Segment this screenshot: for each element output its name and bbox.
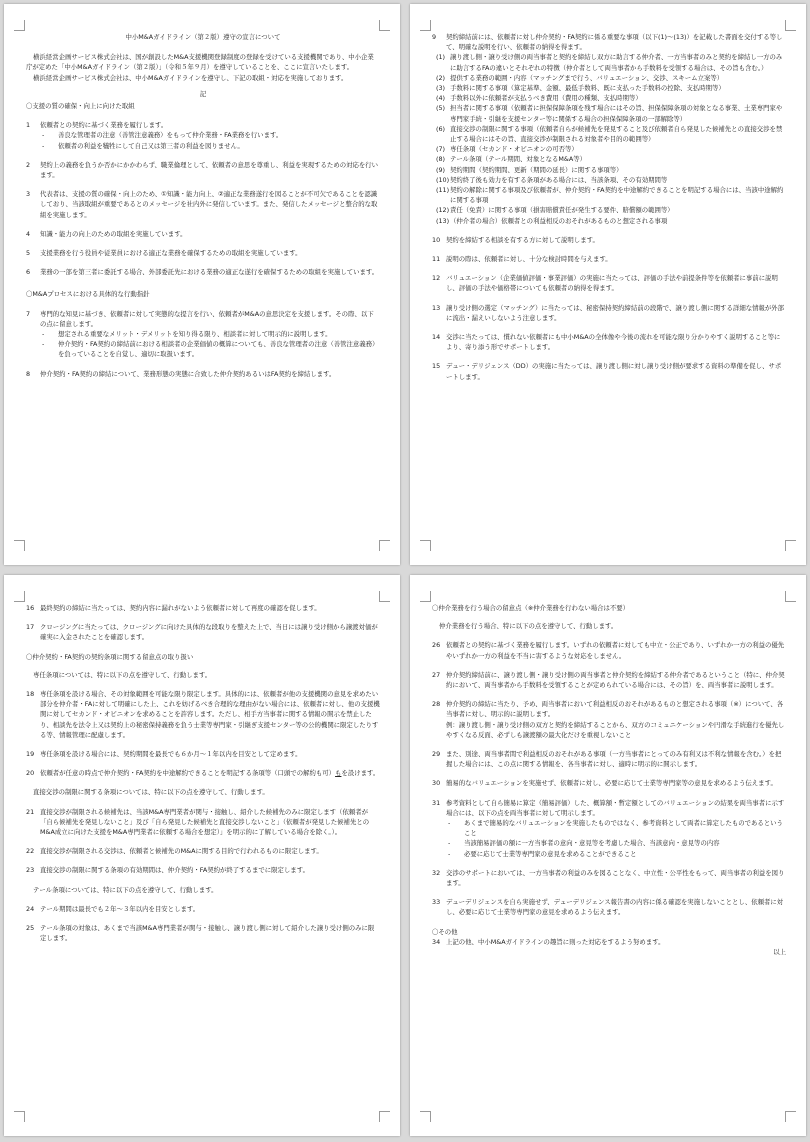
item-number: 27 (432, 670, 441, 679)
item-text: 契約締結前には、依頼者に対し仲介契約・FA契約に係る重要な事項（以下(1)〜(13)）を記載した書面を交付する等して、明確な説明を行い、依頼者の納得を得ます。 (446, 33, 783, 52)
closing-ijou: 以上 (773, 948, 786, 957)
crop-mark (379, 540, 390, 551)
item-text: 業務の一部を第三者に委託する場合、外部委託先における業務の適正な遂行を確保するための取組を実施しています。 (40, 268, 379, 277)
lead-text: 直接交渉の制限に関する条項については、特に以下の点を遵守して、行動します。 (33, 788, 269, 797)
item-text: 仲介契約・FA契約の締結について、業務形態の実態に合致した仲介契約あるいはFA契約を締結します。 (40, 369, 336, 378)
item-text: テール期間は最長でも２年〜３年以内を目安とします。 (40, 904, 200, 913)
item-text: 譲り受け側の選定（マッチング）に当たっては、秘密保持契約締結前の段階で、譲り渡し側に関する詳細な情報が外部に流出・漏えいしないよう注意します。 (446, 303, 785, 322)
item-number: 25 (26, 924, 35, 933)
bullet: - あくまで簡易的なバリュエーションを実施したものではなく、参考資料として両者に算定したものであるということ (448, 819, 783, 838)
item-text: テール条項の対象は、あくまで当該M&A専門業者が関与・接触し、譲り渡し側に対して紹介した譲り受け側のみに限定します。 (40, 924, 375, 943)
list-item (26, 603, 380, 613)
list-item (26, 749, 380, 759)
crop-mark (420, 1111, 431, 1122)
crop-mark (14, 1111, 25, 1122)
crop-mark (785, 1111, 796, 1122)
document-page-1 (4, 4, 400, 565)
page-3-content (26, 603, 380, 1112)
item-number: 8 (26, 369, 31, 378)
item-number: 24 (26, 904, 35, 913)
list-item (26, 689, 380, 740)
item-number: 16 (26, 604, 35, 612)
item-text: 上記の他、中小M&Aガイドラインの趣旨に則った対応をするよう努めます。 (446, 937, 665, 946)
sub-item: (5) 担当者に関する事項（依頼者に担保保障条項を残す場合にはその旨、担保保障条項の対象となる事業、土業専門家や専門家手続・引継を支援センター等に関係する場合の担保保障条項の一部解除等） (436, 104, 783, 123)
item-number: 15 (432, 362, 441, 371)
item-text: 契約を締結する相談を有する方に対して説明します。 (446, 235, 599, 244)
crop-mark (785, 20, 796, 31)
bullet: - 想定される重要なメリット・デメリットを知り得る限り、相談者に対して明示的に説明します。 (42, 330, 332, 339)
section-heading: 〇M&Aプロセスにおける具体的な行動指針 (26, 290, 150, 299)
item-number: 6 (26, 268, 31, 277)
document-page-4 (410, 575, 806, 1136)
item-note: 例：譲り渡し側・譲り受け側の双方と契約を締結することから、双方のコミュニケーションや円滑な手続進行を優先しやすくなる反面、必ずしも譲渡額の最大化だけを重視しないこと (446, 720, 785, 739)
lead-text: テール条項については、特に以下の点を遵守して、行動します。 (33, 885, 218, 894)
crop-mark (14, 591, 25, 602)
bullet: - 善良な管理者の注意（善管注意義務）をもって仲介業務・FA業務を行います。 (42, 131, 283, 140)
list-item (26, 865, 380, 875)
document-page-2 (410, 4, 806, 565)
crop-mark (785, 591, 796, 602)
item-number: 22 (26, 847, 35, 856)
section-heading: 〇仲介契約・FA契約の契約条項に関する留意点の取り扱い (26, 652, 194, 661)
item-number: 31 (432, 798, 441, 807)
crop-mark (14, 540, 25, 551)
sub-item: (13) （仲介者の場合）依頼者との利益相反のおそれがあるものと想定される事項 (436, 216, 668, 225)
item-number: 18 (26, 690, 35, 699)
list-item (432, 778, 786, 788)
list-item (432, 640, 786, 660)
item-text: 交渉に当たっては、慣れない依頼者にも中小M&Aの全体像や今後の流れを可能な限り分かりやすく説明すること等により、寄り添う形でサポートします。 (446, 333, 781, 352)
item-text: 交渉のサポートにおいては、一方当事者の利益のみを図ることなく、中立性・公平性をもって、両当事者の利益を図ります。 (446, 868, 785, 888)
list-item (432, 235, 786, 245)
crop-mark (379, 1111, 390, 1122)
item-number: 7 (26, 309, 31, 318)
list-item (432, 361, 786, 381)
item-text: 専門的な知見に基づき、依頼者に対して実態的な提言を行い、依頼者がM&Aの意思決定を支援します。その際、以下の点に留意します。 (40, 309, 374, 328)
list-item (26, 267, 380, 277)
item-number: 9 (432, 33, 437, 41)
item-text: 依頼者との契約に基づく業務を履行します。いずれの依頼者に対しても中立・公正であり、いずれか一方の利益の優先やいずれか一方の利益を不当に害するような対応をしません。 (446, 641, 785, 660)
list-item (432, 749, 786, 769)
section-heading: 〇支援の質の確保・向上に向けた取組 (26, 102, 135, 111)
list-item (26, 807, 380, 838)
page-4-content (432, 603, 786, 1112)
bullet: - 当該簡易評価の額に一方当事者の意向・意見等を考慮した場合、当該意向・意見等の内容 (448, 839, 720, 848)
list-item (26, 369, 380, 379)
item-text: バリュエーション（企業価値評価・事業評価）の実施に当たっては、評価の手法や前提条件等を依頼者に事前に説明し、評価の手法や価格帯についても依頼者の納得を得ます。 (446, 274, 778, 293)
item-text: 仲介契約の締結に当たり、予め、両当事者において利益相反のおそれがあるものと想定される事項（※）について、各当事者に対し、明示的に説明します。 (446, 700, 784, 719)
item-number: 17 (26, 623, 35, 632)
sub-item: (2) 提供する業務の範囲・内容（マッチングまで行う、バリュエーション、交渉、スキーム立案等） (436, 73, 724, 82)
item-text: 専任条項を設ける場合、その対象範囲を可能な限り限定します。具体的には、依頼者が他の支援機関の意見を求めたい部分を仲介者・FAに対して明確にした上、これを妨げるべき合理的な理由がない場合には、依頼者に対し、他の支援機関に対してセカンド・オピニオンを求めることを許容します。ただし、相手方当事者に関する情報の開示を禁止したり、相談先を法令上又は契約上の秘密保持義務を負う士業等専門家・引継ぎ支援センター等の公的機関に限定したりする等、情報管理に配慮します。 (40, 690, 380, 739)
intro-paragraph: 横浜経営企画サービス株式会社は、中小M&Aガイドラインを遵守し、下記の取組・対応を実施しております。 (33, 73, 348, 82)
item-number: 32 (432, 868, 441, 877)
ki-heading: 記 (199, 89, 207, 98)
crop-mark (420, 591, 431, 602)
crop-mark (14, 20, 25, 31)
list-item (432, 868, 786, 888)
item-text: 仲介契約締結前に、譲り渡し側・譲り受け側の両当事者と仲介契約を締結する仲介者であるということ（特に、仲介契約において、両当事者から手数料を受領することが定められている場合には、その旨）を、両当事者に説明します。 (446, 670, 785, 690)
item-number: 14 (432, 333, 441, 342)
item-text: 依頼者との契約に基づく業務を履行します。 (40, 121, 168, 130)
list-item (26, 768, 380, 778)
list-item (432, 699, 786, 740)
list-item (26, 904, 380, 914)
item-text: 説明の際は、依頼者に対し、十分な検討時間を与えます。 (446, 255, 612, 264)
sub-item: (3) 手数料に関する事項（算定基準、金額、最低手数料、既に支払った手数料の控除、支払時期等） (436, 84, 725, 93)
underlined-text: も (335, 769, 342, 778)
item-number: 21 (26, 807, 35, 816)
item-text: 知識・能力の向上のための取組を実施しています。 (40, 229, 187, 238)
item-text: 参考資料として自ら簡易に算定（簡易評価）した、概算額・暫定額としてのバリュエーションの結果を両当事者に示す場合には、以下の点を両当事者に対して明示します。 (446, 798, 785, 817)
list-item (26, 923, 380, 943)
item-number: 12 (432, 274, 441, 283)
lead-text: 仲介業務を行う場合、特に以下の点を遵守して、行動します。 (439, 622, 618, 631)
list-item (432, 303, 786, 323)
item-number: 4 (26, 229, 31, 238)
item-text: 最終契約の締結に当たっては、契約内容に漏れがないよう依頼者に対して再度の確認を促します。 (40, 604, 321, 612)
item-text: 支援業務を行う役員や従業員における適正な業務を確保するための取組を実施しています。 (40, 249, 302, 258)
list-item (432, 937, 786, 947)
item-text: また、別途、両当事者間で利益相反のおそれがある事項（一方当事者にとってのみ有利又は不利な情報を含む。）を把握した場合には、この点に関する情報を、各当事者に対し、適時に明示的に開示します。 (446, 750, 782, 769)
item-number: 10 (432, 235, 441, 244)
sub-item: (11) 契約の解除に関する事項及び依頼者が、仲介契約・FA契約を中途解約できることを明記する場合には、当該中途解約に関する事項 (436, 186, 784, 205)
lead-text: 専任条項については、特に以下の点を遵守して、行動します。 (33, 670, 212, 679)
sub-item: (1) 譲り渡し側・譲り受け側の両当事者と契約を締結し双方に助言する仲介者、一方当事者のみと契約を締結し一方のみに助言するFAの違いとそれぞれの特徴（仲介者として両当事者から手数料を受領する場合は、その旨も含む。） (436, 53, 783, 72)
list-item (26, 846, 380, 856)
list-item (26, 248, 380, 258)
list-item (26, 189, 380, 220)
page-2-content (432, 32, 786, 541)
item-text: 直接交渉が制限される交渉は、依頼者と候補先のM&Aに関する目的で行われるものに限定します。 (40, 847, 323, 856)
list-item (432, 670, 786, 690)
item-number: 23 (26, 866, 35, 875)
item-number: 13 (432, 303, 441, 312)
item-number: 5 (26, 249, 31, 258)
item-text: 専任条項を設ける場合には、契約期間を最長でも６か月〜１年以内を目安として定めます。 (40, 750, 302, 759)
item-number: 19 (26, 750, 35, 759)
list-item (26, 120, 380, 151)
item-number: 2 (26, 160, 31, 169)
item-number: 11 (432, 255, 441, 264)
document-title: 中小M&Aガイドライン（第２版）遵守の宣言について (125, 33, 281, 41)
list-item (432, 897, 786, 917)
item-number: 29 (432, 750, 441, 759)
item-text: 代表者は、支援の質の確保・向上のため、①知識・能力向上、②適正な業務遂行を図ることが不可欠であることを認識しており、当該取組が重要であるとのメッセージを社内外に発信しています。また、発信したメッセージと整合的な取組を実施します。 (40, 190, 378, 219)
bullet: - 依頼者の利益を犠牲にして自己又は第三者の利益を図りません。 (42, 141, 244, 150)
item-text: 依頼者が任意の時点で仲介契約・FA契約を中途解約できることを明記する条項等（口頭での解約も可）もを設けます。 (40, 769, 380, 778)
list-item (26, 229, 380, 239)
sub-list (432, 52, 786, 225)
list-item (432, 332, 786, 352)
document-page-3 (4, 575, 400, 1136)
sub-item: (6) 直接交渉の制限に関する事項（依頼者自らが候補先を発見すること及び依頼者自ら発見した候補先との直接交渉を禁止する場合にはその旨、直接交渉が制限される対象者や目的の範囲等） (436, 124, 783, 144)
item-text: デューデリジェンスを自ら実施せず、デューデリジェンス報告書の内容に係る確認を実施しないこととし、依頼者に対し、必要に応じて士業等専門家の意見を求めるよう伝えます。 (446, 898, 784, 917)
item-text: 直接交渉の制限に関する条項の有効期間は、仲介契約・FA契約が終了するまでに限定します。 (40, 866, 309, 875)
sub-item: (7) 専任条項（セカンド・オピニオンの可否等） (436, 145, 578, 154)
item-number: 20 (26, 769, 35, 778)
page-1-content (26, 32, 380, 541)
item-text: 簡易的なバリュエーションを実施せず、依頼者に対し、必要に応じて士業等専門家等の意見を求めるよう伝えます。 (446, 779, 777, 788)
list-item (26, 309, 380, 360)
intro-paragraph: 横浜経営企画サービス株式会社は、国が創設したM&A支援機関登録制度の登録を受けている支援機関であり、中小企業庁が定めた「中小M&Aガイドライン（第２版）」（令和５年９月）を遵守していることを、ここに宣言いたします。 (26, 53, 374, 72)
crop-mark (379, 591, 390, 602)
item-number: 3 (26, 190, 31, 199)
bullet: - 必要に応じて士業等専門家の意見を求めることができること (448, 849, 637, 858)
list-item (432, 273, 786, 293)
list-item (432, 32, 786, 52)
sub-item: (4) 手数料以外に依頼者が支払うべき費用（費用の種類、支払時期等） (436, 94, 642, 103)
item-text: デュー・デリジェンス（DD）の実施に当たっては、譲り渡し側に対し譲り受け側が要求する資料の準備を促し、サポートします。 (446, 362, 782, 381)
list-item (432, 798, 786, 859)
item-number: 1 (26, 121, 31, 130)
crop-mark (420, 540, 431, 551)
sub-item: (10) 契約終了後も効力を有する条項がある場合には、当該条項、その有効期間等 (436, 175, 668, 184)
sub-item: (9) 契約期間（契約期間、更新（期間の延長）に関する事項等） (436, 165, 623, 174)
item-number: 33 (432, 898, 441, 907)
item-text: 直接交渉が制限される候補先は、当該M&A専門業者が関与・接触し、紹介した候補先のみに限定します（依頼者が「自ら候補先を発見しないこと」及び「自ら発見した候補先と直接交渉しないこと」（依頼者が発見した候補先とのM&A成立に向けた支援をM&A専門業者に依頼する場合を想定）」を明示的に了解している場合を除く。）。 (40, 807, 370, 837)
item-number: 30 (432, 779, 441, 788)
sub-item: (12) 責任（免責）に関する事項（損害賠償責任が発生する要件、賠償額の範囲等） (436, 206, 674, 215)
crop-mark (420, 20, 431, 31)
crop-mark (785, 540, 796, 551)
item-text: 契約上の義務を負うか否かにかかわらず、職業倫理として、依頼者の意思を尊重し、利益を実現するための対応を行います。 (40, 160, 379, 180)
sub-item: (8) テール条項（テール期間、対象となるM&A等） (436, 155, 587, 164)
crop-mark (379, 20, 390, 31)
section-heading: 〇仲介業務を行う場合の留意点（※仲介業務を行わない場合は不要） (432, 604, 630, 612)
item-number: 34 (432, 937, 441, 946)
list-item (432, 254, 786, 264)
item-number: 28 (432, 700, 441, 709)
section-heading: 〇その他 (432, 927, 458, 936)
list-item (26, 160, 380, 180)
item-text: クロージングに当たっては、クロージングに向けた具体的な段取りを整えた上で、当日には譲り受け側から譲渡対価が確実に入金されたことを確認します。 (40, 623, 378, 642)
list-item (26, 622, 380, 642)
item-number: 26 (432, 641, 441, 650)
bullet: - 仲介契約・FA契約の締結前における相談者の企業価値の概算についても、善良な管理者の注意（善管注意義務）を負っていることを自覚し、適切に取扱います。 (42, 340, 379, 359)
